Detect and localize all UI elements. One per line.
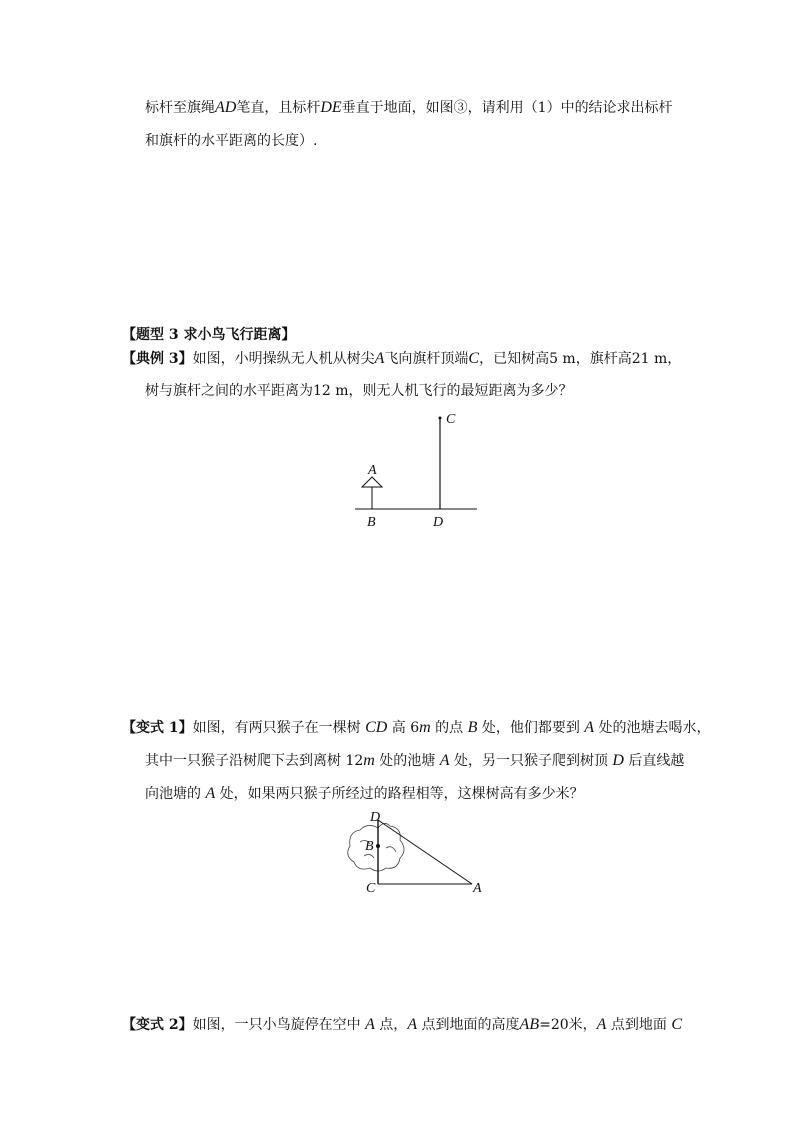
variant1-label: 【变式 1】 [122, 720, 193, 736]
variant1-figure [340, 808, 490, 898]
label-A: A [473, 881, 482, 896]
math-AD: AD [215, 99, 237, 116]
section-heading-type3: 【题型 3 求小鸟飞行距离】 [122, 327, 296, 343]
label-D: D [433, 515, 444, 530]
label-C: C [446, 412, 456, 427]
tree-foliage-icon [348, 823, 404, 871]
prev-problem-line-2: 和旗杆的水平距离的长度）. [145, 133, 318, 149]
variant1-line-3: 向池塘的 A 处，如果两只猴子所经过的路程相等，这棵树高有多少米？ [145, 785, 584, 802]
variant1-line-1: 【变式 1】如图，有两只猴子在一棵树 CD 高 6m 的点 B 处，他们都要到 A 处的池塘去喝水， [122, 719, 711, 736]
tree-crown [362, 477, 382, 487]
label-A: A [368, 463, 377, 478]
variant2-line-1: 【变式 2】如图，一只小鸟旋停在空中 A 点，A 点到地面的高度AB=20米，A 点到地面 C [122, 1016, 682, 1033]
label-D: D [370, 810, 381, 825]
hypotenuse-DA [378, 820, 472, 884]
label-C: C [366, 881, 376, 896]
label-B: B [367, 515, 376, 530]
point-B-dot [376, 844, 380, 848]
variant1-line-2: 其中一只猴子沿树爬下去到离树 12m 处的池塘 A 处，另一只猴子爬到树顶 D 后直线越 [145, 752, 685, 769]
example3-line-2: 树与旗杆之间的水平距离为12 m，则无人机飞行的最短距离为多少？ [145, 383, 573, 399]
label-B: B [365, 839, 374, 854]
prev-problem-line-1: 标杆至旗绳AD笔直，且标杆DE垂直于地面，如图③，请利用（1）中的结论求出标杆 [145, 99, 673, 116]
math-DE: DE [320, 99, 342, 116]
example3-line-1: 【典例 3】如图，小明操纵无人机从树尖A飞向旗杆顶端C，已知树高5 m，旗杆高21 m， [122, 350, 682, 367]
variant2-label: 【变式 2】 [122, 1017, 193, 1033]
example3-label: 【典例 3】 [122, 351, 193, 367]
point-C-dot [439, 417, 442, 420]
example3-figure [340, 405, 500, 535]
